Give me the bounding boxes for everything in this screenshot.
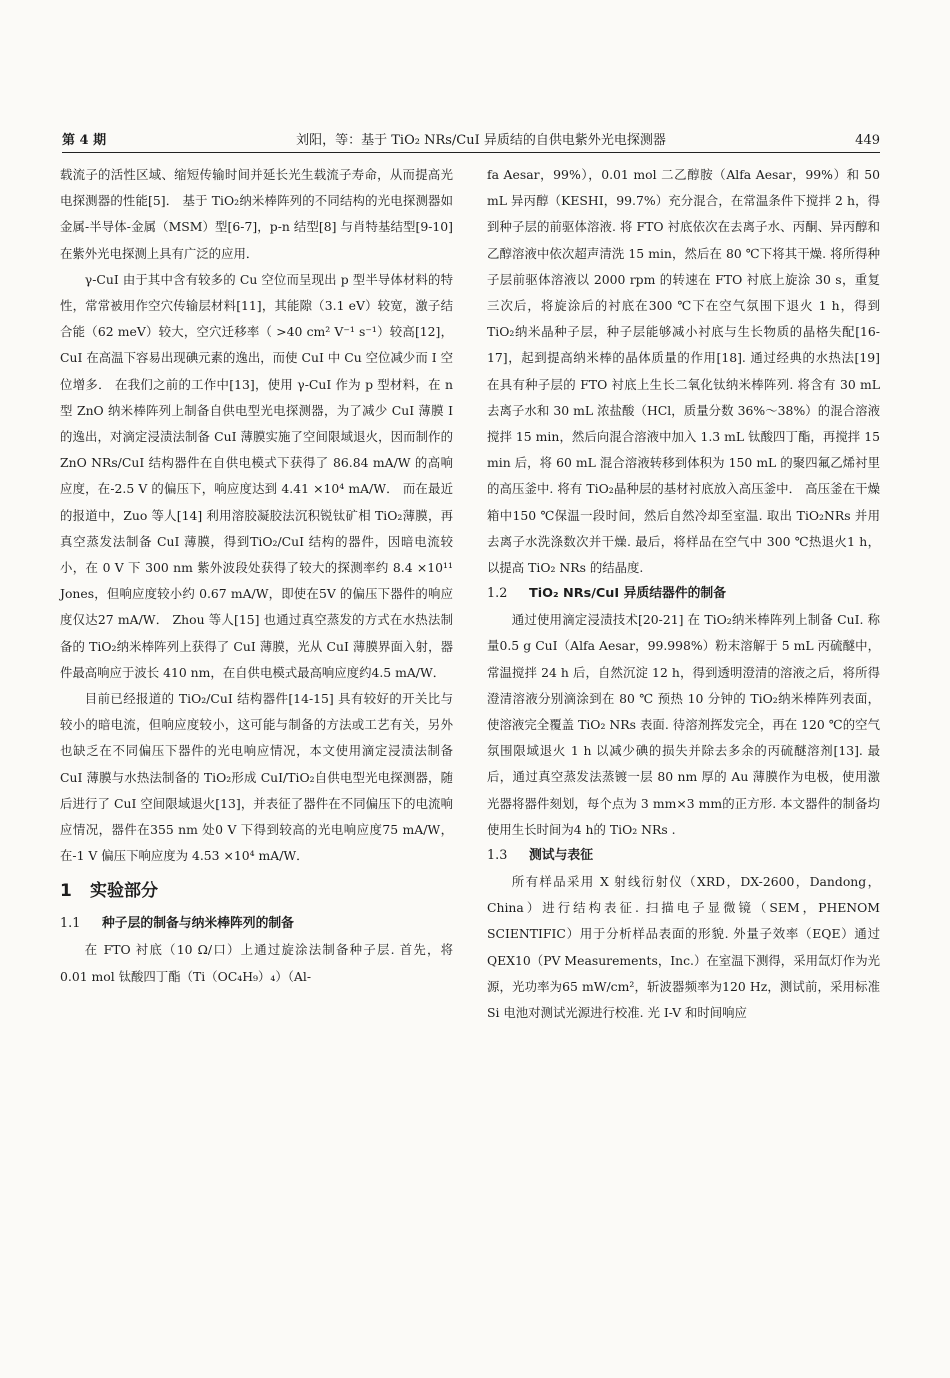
subsection-number: 1.1 (60, 916, 81, 932)
paragraph: 通过使用滴定浸渍技术[20-21] 在 TiO₂纳米棒阵列上制备 CuI. 称量0.5 g CuI（Alfa Aesar，99.998%）粉末溶解于 5 mL 丙硫醚中，常温搅拌 24 h 后，自然沉淀 12 h，得到透明澄清的溶液之后，将所得澄清溶液分别滴涂到在 80 ℃ 预热 10 分钟的 TiO₂纳米棒阵列表面，使溶液完全覆盖 TiO₂ NRs 表面. 待溶剂挥发完全，再在 120 ℃的空气氛围限域退火 1 h 以减少碘的损失并除去多余的丙硫醚溶剂[13]. 最后，通过真空蒸发法蒸镀一层 80 nm 厚的 Au 薄膜作为电极，使用激光器将器件刻划，每个点为 3 mm×3 mm的正方形. 本文器件的制备均使用生长时间为4 h的 TiO₂ NRs . (487, 612, 880, 837)
subsection-heading (60, 911, 453, 937)
subsection-number: 1.2 (487, 586, 508, 602)
paragraph: fa Aesar，99%），0.01 mol 二乙醇胺（Alfa Aesar，99%）和 50 mL 异丙醇（KESHI，99.7%）充分混合，在常温条件下搅拌 2 h，得到种子层的前驱体溶液. 将 FTO 衬底依次在去离子水、丙酮、异丙醇和乙醇溶液中依次超声清洗 15 min，然后在 80 ℃下将其干燥. 将所得种子层前驱体溶液以 2000 rpm 的转速在 FTO 衬底上旋涂 30 s，重复三次后，将旋涂后的衬底在300 ℃下在空气氛围下退火 1 h，得到 TiO₂纳米晶种子层，种子层能够减小衬底与生长物质的晶格失配[16-17]，起到提高纳米棒的晶体质量的作用[18]. 通过经典的水热法[19] 在具有种子层的 FTO 衬底上生长二氧化钛纳米棒阵列. 将含有 30 mL 去离子水和 30 mL 浓盐酸（HCl，质量分数 36%～38%）的混合溶液搅拌 15 min，然后向混合溶液中加入 1.3 mL 钛酸四丁酯，再搅拌 15 min 后，将 60 mL 混合溶液转移到体积为 150 mL 的聚四氟乙烯衬里的高压釜中. 将有 TiO₂晶种层的基材衬底放入高压釜中． 高压釜在干燥箱中150 ℃保温一段时间，然后自然冷却至室温. 取出 TiO₂NRs 并用去离子水洗涤数次并干燥. 最后，将样品在空气中 300 ℃热退火1 h，以提高 TiO₂ NRs 的结晶度. (487, 167, 880, 576)
running-title: 刘阳，等：基于 TiO₂ NRs/CuI 异质结的自供电紫外光电探测器 (296, 133, 666, 148)
issue-number: 第 4 期 (62, 133, 107, 148)
page-number: 449 (855, 133, 880, 148)
paragraph: 目前已经报道的 TiO₂/CuI 结构器件[14-15] 具有较好的开关比与较小的暗电流，但响应度较小，这可能与制备的方法或工艺有关，另外也缺乏在不同偏压下器件的光电响应情况，本文使用滴定浸渍法制备 CuI 薄膜与水热法制备的 TiO₂形成 CuI/TiO₂自供电型光电探测器，随后进行了 CuI 空间限域退火[13]，并表征了器件在不同偏压下的电流响应情况，器件在355 nm 处0 V 下得到较高的光电响应度75 mA/W，在-1 V 偏压下响应度为 4.53 ×10⁴ mA/W． (60, 691, 453, 864)
running-header (62, 126, 880, 153)
subsection-title: 种子层的制备与纳米棒阵列的制备 (102, 916, 294, 932)
paragraph: γ-CuI 由于其中含有较多的 Cu 空位而呈现出 p 型半导体材料的特性，常常被用作空穴传输层材料[11]，其能隙（3.1 eV）较宽，激子结合能（62 meV）较大，空穴迁移率（ >40 cm² V⁻¹ s⁻¹）较高[12]，CuI 在高温下容易出现碘元素的逸出，而使 CuI 中 Cu 空位减少而 I 空位增多． 在我们之前的工作中[13]，使用 γ-CuI 作为 p 型材料，在 n 型 ZnO 纳米棒阵列上制备自供电型光电探测器，为了减少 CuI 薄膜 I 的逸出，对滴定浸渍法制备 CuI 薄膜实施了空间限域退火，因而制作的 ZnO NRs/CuI 结构器件在自供电模式下获得了 86.84 mA/W 的高响应度，在-2.5 V 的偏压下，响应度达到 4.41 ×10⁴ mA/W． 而在最近的报道中，Zuo 等人[14] 利用溶胶凝胶法沉积锐钛矿相 TiO₂薄膜，再真空蒸发法制备 CuI 薄膜，得到TiO₂/CuI 结构的器件，因暗电流较小，在 0 V 下 300 nm 紫外波段处获得了较大的探测率约 8.4 ×10¹¹ Jones，但响应度较小约 0.67 mA/W，即使在5V 的偏压下器件的响应度仅达27 mA/W． Zhou 等人[15] 也通过真空蒸发的方式在水热法制备的 TiO₂纳米棒阵列上获得了 CuI 薄膜，光从 CuI 薄膜界面入射，器件最高响应于波长 410 nm，在自供电模式最高响应度约4.5 mA/W． (60, 271, 453, 680)
subsection-title: TiO₂ NRs/CuI 异质结器件的制备 (529, 586, 727, 602)
paragraph: 在 FTO 衬底（10 Ω/口）上通过旋涂法制备种子层. 首先，将 0.01 mol 钛酸四丁酯（Ti（OC₄H₉）₄）（Al- (60, 942, 453, 984)
paragraph: 载流子的活性区域、缩短传输时间并延长光生载流子寿命，从而提高光电探测器的性能[5]． 基于 TiO₂纳米棒阵列的不同结构的光电探测器如金属-半导体-金属（MSM）型[6-7]，p-n 结型[8] 与肖特基结型[9-10] 在紫外光电探测上具有广泛的应用． (60, 167, 453, 261)
subsection-heading (487, 843, 880, 869)
subsection-number: 1.3 (487, 848, 508, 864)
paragraph: 所有样品采用 X 射线衍射仪（XRD，DX-2600，Dandong，China）进行结构表征. 扫描电子显微镜（SEM，PHENOM SCIENTIFIC）用于分析样品表面的形貌. 外量子效率（EQE）通过 QEX10（PV Measurements，Inc.）在室温下测得，采用氙灯作为光源，光功率为65 mW/cm²，斩波器频率为120 Hz，测试前，采用标准 Si 电池对测试光源进行校准. 光 I-V 和时间响应 (487, 874, 880, 1021)
subsection-heading (487, 581, 880, 607)
section-heading (60, 877, 453, 905)
section-title: 实验部分 (90, 881, 158, 902)
right-column (487, 162, 880, 1026)
left-column (60, 162, 453, 990)
subsection-title: 测试与表征 (529, 848, 593, 864)
section-number: 1 (60, 881, 72, 902)
